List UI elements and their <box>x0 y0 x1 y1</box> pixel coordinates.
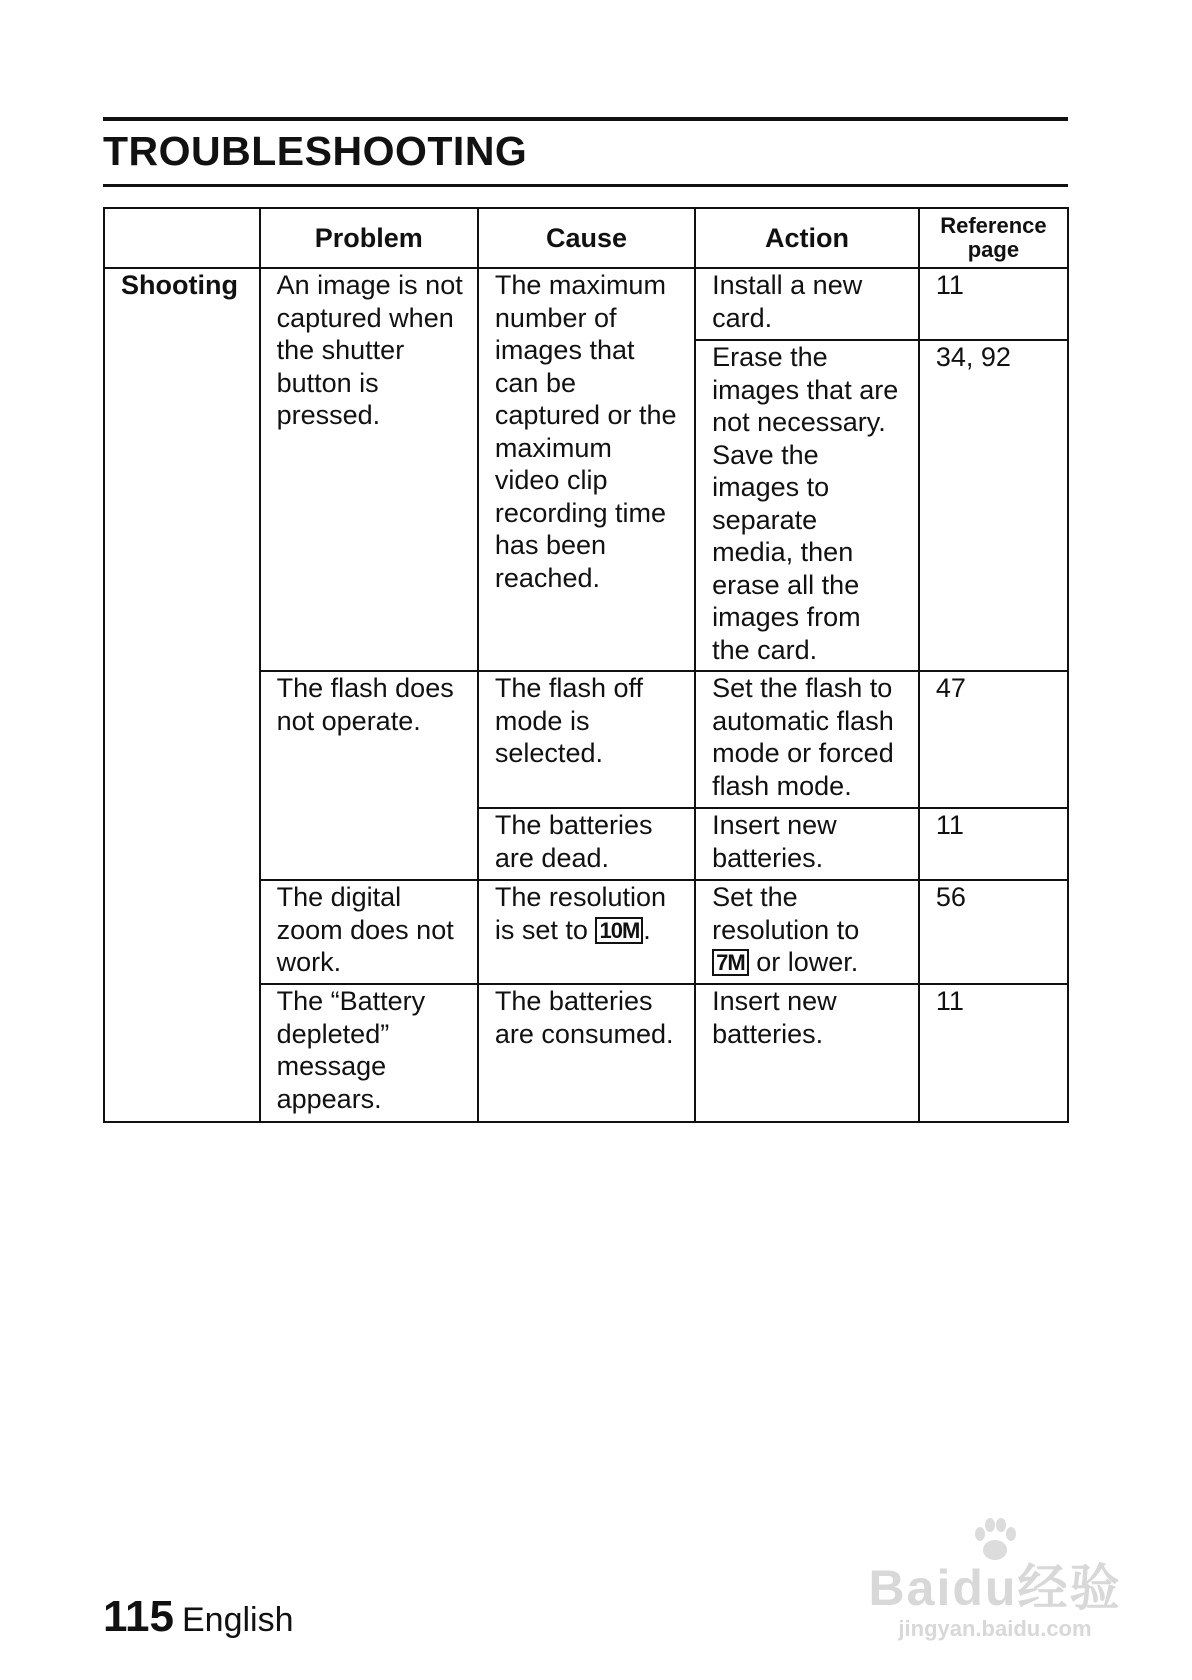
reference-page-cell: 11 <box>919 808 1068 880</box>
action-cell: Install a new card. <box>695 268 919 340</box>
resolution-icon-label: 7M <box>716 950 745 975</box>
action-cell <box>695 880 919 984</box>
reference-page-cell: 11 <box>919 268 1068 340</box>
cause-cell: The batteries are dead. <box>478 808 695 880</box>
reference-page-cell: 56 <box>919 880 1068 984</box>
table-header-row <box>104 208 1068 268</box>
problem-cell: The “Battery depleted” message appears. <box>260 984 478 1122</box>
resolution-7m-icon <box>712 949 749 976</box>
problem-cell: The digital zoom does not work. <box>260 880 478 984</box>
reference-page-cell: 34, 92 <box>919 340 1068 671</box>
language-label: English <box>181 1601 294 1639</box>
action-cell: Insert new batteries. <box>695 808 919 880</box>
action-cell: Erase the images that are not necessary. Save the images to separate media, then erase all the images from the card. <box>695 340 919 671</box>
header-action: Action <box>695 208 919 268</box>
cause-cell: The batteries are consumed. <box>478 984 695 1122</box>
paw-icon <box>970 1518 1020 1562</box>
resolution-10m-icon <box>595 917 643 944</box>
reference-page-cell: 47 <box>919 671 1068 808</box>
top-rule <box>103 117 1068 121</box>
header-problem: Problem <box>260 208 478 268</box>
reference-page-cell: 11 <box>919 984 1068 1122</box>
action-cell: Set the flash to automatic flash mode or forced flash mode. <box>695 671 919 808</box>
header-category <box>104 208 260 268</box>
troubleshooting-table <box>103 207 1069 1123</box>
cause-cell <box>478 880 695 984</box>
category-cell: Shooting <box>104 268 260 1122</box>
page-footer <box>103 1592 294 1642</box>
watermark-brand: Baidu经验 <box>868 1560 1122 1616</box>
table-row <box>104 268 1068 340</box>
problem-cell: The flash does not operate. <box>260 671 478 880</box>
action-end: or lower. <box>756 947 859 977</box>
page-number: 115 <box>103 1592 174 1641</box>
resolution-icon-label: 10M <box>599 917 640 943</box>
header-reference-page: Reference page <box>919 208 1068 268</box>
cause-end: . <box>643 914 651 945</box>
header-cause: Cause <box>478 208 695 268</box>
watermark <box>855 1548 1135 1642</box>
page-title: TROUBLESHOOTING <box>103 128 528 174</box>
cause-text: The resolution is set to <box>494 882 667 945</box>
watermark-url: jingyan.baidu.com <box>898 1616 1092 1641</box>
cause-cell: The maximum number of images that can be captured or the maximum video clip recording time has been reached. <box>478 268 695 671</box>
action-text: Set the resolution to <box>712 882 860 945</box>
problem-cell: An image is not captured when the shutter button is pressed. <box>260 268 478 671</box>
title-underline <box>103 184 1068 187</box>
action-cell: Insert new batteries. <box>695 984 919 1122</box>
cause-cell: The flash off mode is selected. <box>478 671 695 808</box>
